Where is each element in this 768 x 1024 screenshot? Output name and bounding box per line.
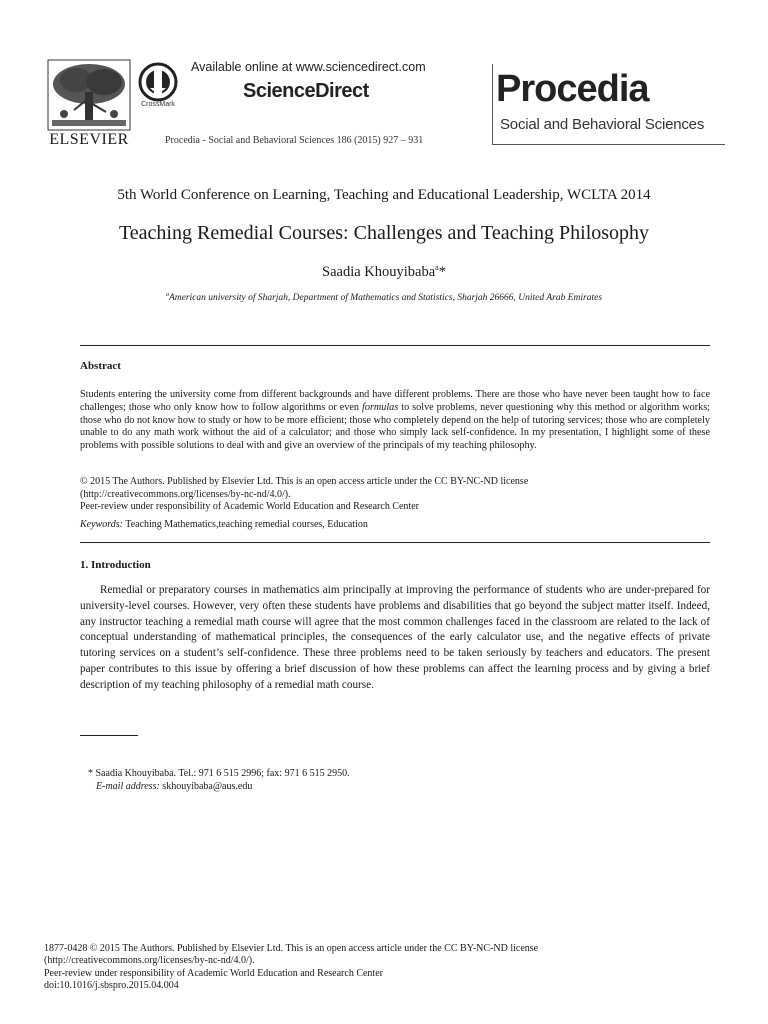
email-label: E-mail address: [96, 781, 160, 792]
author-corresponding-mark: * [438, 263, 446, 280]
affiliation-text: American university of Sharjah, Department of Mathematics and Statistics, Sharjah 26666, United Arab Emirates [168, 293, 603, 304]
footnote-email [96, 781, 252, 792]
doi[interactable]: doi:10.1016/j.sbspro.2015.04.004 [44, 979, 179, 991]
keywords-list: Teaching Mathematics,teaching remedial courses, Education [122, 519, 368, 530]
journal-reference: Procedia - Social and Behavioral Sciences 186 (2015) 927 – 931 [165, 135, 424, 146]
author-affiliation-mark: a [435, 263, 439, 272]
journal-subtitle: Social and Behavioral Sciences [500, 116, 705, 133]
crossmark-label: CrossMark [141, 101, 175, 108]
sciencedirect-logo: ScienceDirect [243, 80, 369, 102]
keywords-label: Keywords: [80, 519, 123, 530]
copyright-line-1: © 2015 The Authors. Published by Elsevier Ltd. This is an open access article under the CC BY-NC-ND license [80, 476, 529, 487]
author-line [0, 263, 768, 281]
footnote-contact: * Saadia Khouyibaba. Tel.: 971 6 515 2996; fax: 971 6 515 2950. [88, 768, 350, 779]
affiliation [0, 292, 768, 303]
author-name: Saadia Khouyibaba [322, 263, 436, 280]
publisher-name: ELSEVIER [49, 131, 129, 148]
abstract-body [80, 389, 710, 453]
copyright-block [80, 476, 710, 514]
bottom-license-block [44, 943, 724, 992]
license-link[interactable]: (http://creativecommons.org/licenses/by-nc-nd/4.0/). [80, 488, 291, 500]
conference-name: 5th World Conference on Learning, Teaching and Educational Leadership, WCLTA 2014 [117, 187, 651, 203]
abstract-heading: Abstract [80, 360, 121, 372]
abstract-top-rule [80, 345, 710, 346]
abstract-text-1: Students entering the university come from different backgrounds and have different problems. There are those who have never been taught how to face challenges; those who only know how to follow algorithms or even [80, 389, 710, 413]
available-online-text: Available online at www.sciencedirect.com [191, 60, 426, 74]
affiliation-mark: a [165, 292, 169, 298]
footnote-rule [80, 735, 138, 736]
abstract-bottom-rule [80, 542, 710, 543]
email-address[interactable]: skhouyibaba@aus.edu [159, 781, 253, 792]
bottom-license-link[interactable]: (http://creativecommons.org/licenses/by-nc-nd/4.0/). [44, 955, 255, 967]
paper-title: Teaching Remedial Courses: Challenges and Teaching Philosophy [118, 222, 650, 244]
peer-review-note: Peer-review under responsibility of Academic World Education and Research Center [80, 501, 419, 512]
journal-title: Procedia [496, 68, 649, 110]
section-heading-introduction: 1. Introduction [80, 559, 151, 571]
abstract-italic: formulas [362, 401, 399, 413]
introduction-paragraph: Remedial or preparatory courses in mathematics aim principally at improving the performance of students who are under-prepared for university-level courses. However, very often these students have problems and disabilities that go beyond the subject matter itself. Indeed, any instructor teaching a remedial math course will agree that the most common challenges faced in the classroom are related to the lack of conceptual understanding of mathematical principles, the consequences of the early calculator use, and the negative effects of private tutoring services on a student’s self-confidence. These three problems need to be taken seriously by teachers and educators. The present paper contributes to this issue by offering a brief discussion of how these problems can affect the learning process and by giving a brief description of my teaching philosophy of a remedial math course. [80, 584, 710, 691]
bottom-peer-review: Peer-review under responsibility of Academic World Education and Research Center [44, 967, 383, 979]
keywords [80, 519, 710, 530]
bottom-issn-line: 1877-0428 © 2015 The Authors. Published by Elsevier Ltd. This is an open access article under the CC BY-NC-ND license [44, 943, 539, 954]
abstract-text-2: to solve problems, never questioning why this method or algorithm works; those who do not know how to study or how to be more efficient; those who completely depend on the help of tutoring services; those who are completely unable to do any math work without the aid of a calculator; and those who simply lack self-confidence. In my presentation, I highlight some of these problems with possible solutions to deal with and give an overview of the principals of my teaching philosophy. [80, 401, 710, 452]
